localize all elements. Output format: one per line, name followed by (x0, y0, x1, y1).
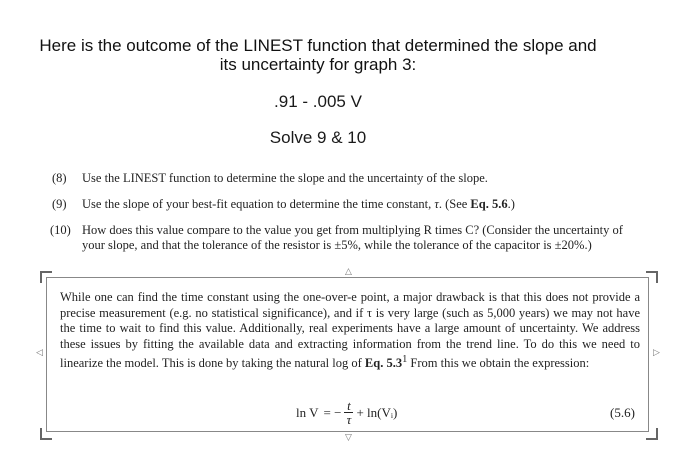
linest-result: .91 - .005 V (274, 92, 362, 111)
resize-handle-left-icon[interactable]: ◁ (36, 348, 43, 358)
question-number: (9) (52, 197, 67, 211)
resize-corner-bottom-left[interactable] (40, 428, 52, 440)
equation-fraction: $\frac{t}{\tau}$ (344, 400, 353, 425)
resize-handle-top-icon[interactable]: △ (345, 267, 352, 277)
resize-handle-right-icon[interactable]: ▷ (653, 348, 660, 358)
intro-line-1: Here is the outcome of the LINEST function that determined the slope and (39, 36, 597, 55)
question-text: How does this value compare to the value you get from multiplying R times C? (Consider the uncertainty of your slope, and that the tolerance of the resistor is ±5%, while the tolerance of the capacitor is ±20%.) (82, 223, 623, 252)
resize-corner-top-right[interactable] (646, 271, 658, 283)
question-number: (8) (52, 171, 67, 185)
explanation-paragraph: While one can find the time constant using the one-over-e point, a major drawback is that this does not provide a precise measurement (e.g. no statistical significance), and if τ is very large (such as 5,000 years) we may not have the time to wait to find this value. Additionally, real experiments have a large amount of uncertainty. We address these issues by fitting the available data and extracting information from the trend line. To do this we need to linearize the model. This is done by taking the natural log of Eq. $5.3^1$ From this we obtain the expression: (60, 290, 640, 371)
equation-rhs: + ln(Vᵢ) (356, 404, 398, 420)
question-text: Use the slope of your best-fit equation to determine the time constant, τ. (See Eq. 5.6.) (82, 197, 515, 211)
equation-equals: = − (323, 404, 342, 420)
question-number: (10) (50, 223, 71, 237)
resize-corner-bottom-right[interactable] (646, 428, 658, 440)
question-text: Use the LINEST function to determine the slope and the uncertainty of the slope. (82, 171, 488, 185)
resize-handle-bottom-icon[interactable]: ▽ (345, 433, 352, 443)
equation-number: (5.6) (610, 405, 635, 420)
equation (296, 400, 397, 425)
solve-request: Solve 9 & 10 (269, 128, 367, 147)
resize-corner-top-left[interactable] (40, 271, 52, 283)
equation-lhs: ln V (296, 404, 319, 420)
intro-line-2: its uncertainty for graph 3: (219, 55, 417, 74)
